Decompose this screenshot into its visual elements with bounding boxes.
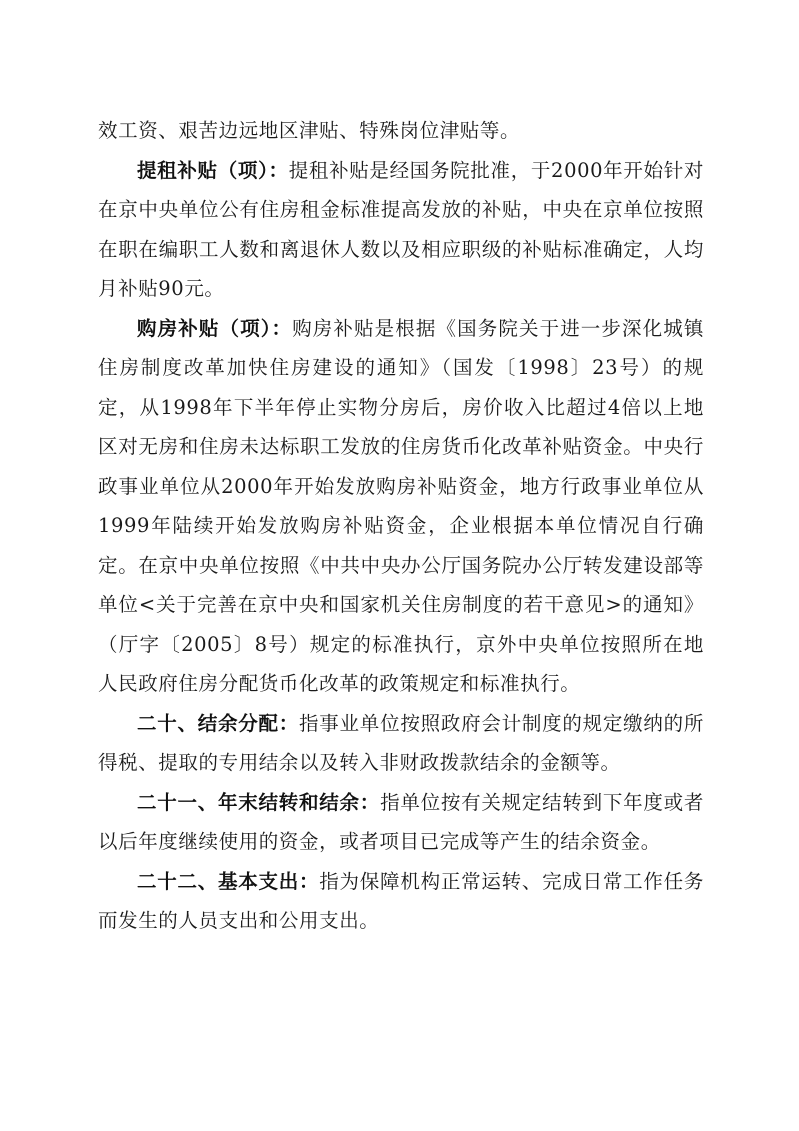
paragraph-text: 效工资、艰苦边远地区津贴、特殊岗位津贴等。 [98,119,521,142]
paragraph-heading: 购房补贴（项）： [137,316,293,340]
paragraph-surplus-distribution [98,704,704,783]
paragraph-rent-subsidy [98,151,704,309]
document-body [98,111,704,941]
paragraph-text: 指为保障机构正常运转、完成日常工作任务而发生的人员支出和公用支出。 [98,869,704,932]
paragraph-heading: 提租补贴（项）： [137,158,289,182]
paragraph-text: 指事业单位按照政府会计制度的规定缴纳的所得税、提取的专用结余以及转入非财政拨款结余的金额等。 [98,711,704,774]
paragraph-text: 指单位按有关规定结转到下年度或者以后年度继续使用的资金，或者项目已完成等产生的结余资金。 [98,790,704,853]
paragraph-heading: 二十、结余分配： [137,711,300,735]
paragraph-text: 购房补贴是根据《国务院关于进一步深化城镇住房制度改革加快住房建设的通知》（国发〔1998〕23号）的规定，从1998年下半年停止实物分房后，房价收入比超过4倍以上地区对无房和住房未达标职工发放的住房货币化改革补贴资金。中央行政事业单位从2000年开始发放购房补贴资金，地方行政事业单位从1999年陆续开始发放购房补贴资金，企业根据本单位情况自行确定。在京中央单位按照《中共中央办公厅国务院办公厅转发建设部等单位<关于完善在京中央和国家机关住房制度的若干意见>的通知》（厅字〔2005〕8号）规定的标准执行，京外中央单位按照所在地人民政府住房分配货币化改革的政策规定和标准执行。 [98,316,704,695]
paragraph-text: 提租补贴是经国务院批准，于2000年开始针对在京中央单位公有住房租金标准提高发放的补贴，中央在京单位按照在职在编职工人数和离退休人数以及相应职级的补贴标准确定，人均月补贴90元。 [98,158,704,300]
paragraph-heading: 二十一、年末结转和结余： [137,790,381,814]
paragraph-continuation [98,111,704,151]
paragraph-basic-expenditure [98,862,704,941]
paragraph-housing-subsidy [98,309,704,704]
paragraph-heading: 二十二、基本支出： [137,869,320,893]
paragraph-year-end-carryover [98,783,704,862]
